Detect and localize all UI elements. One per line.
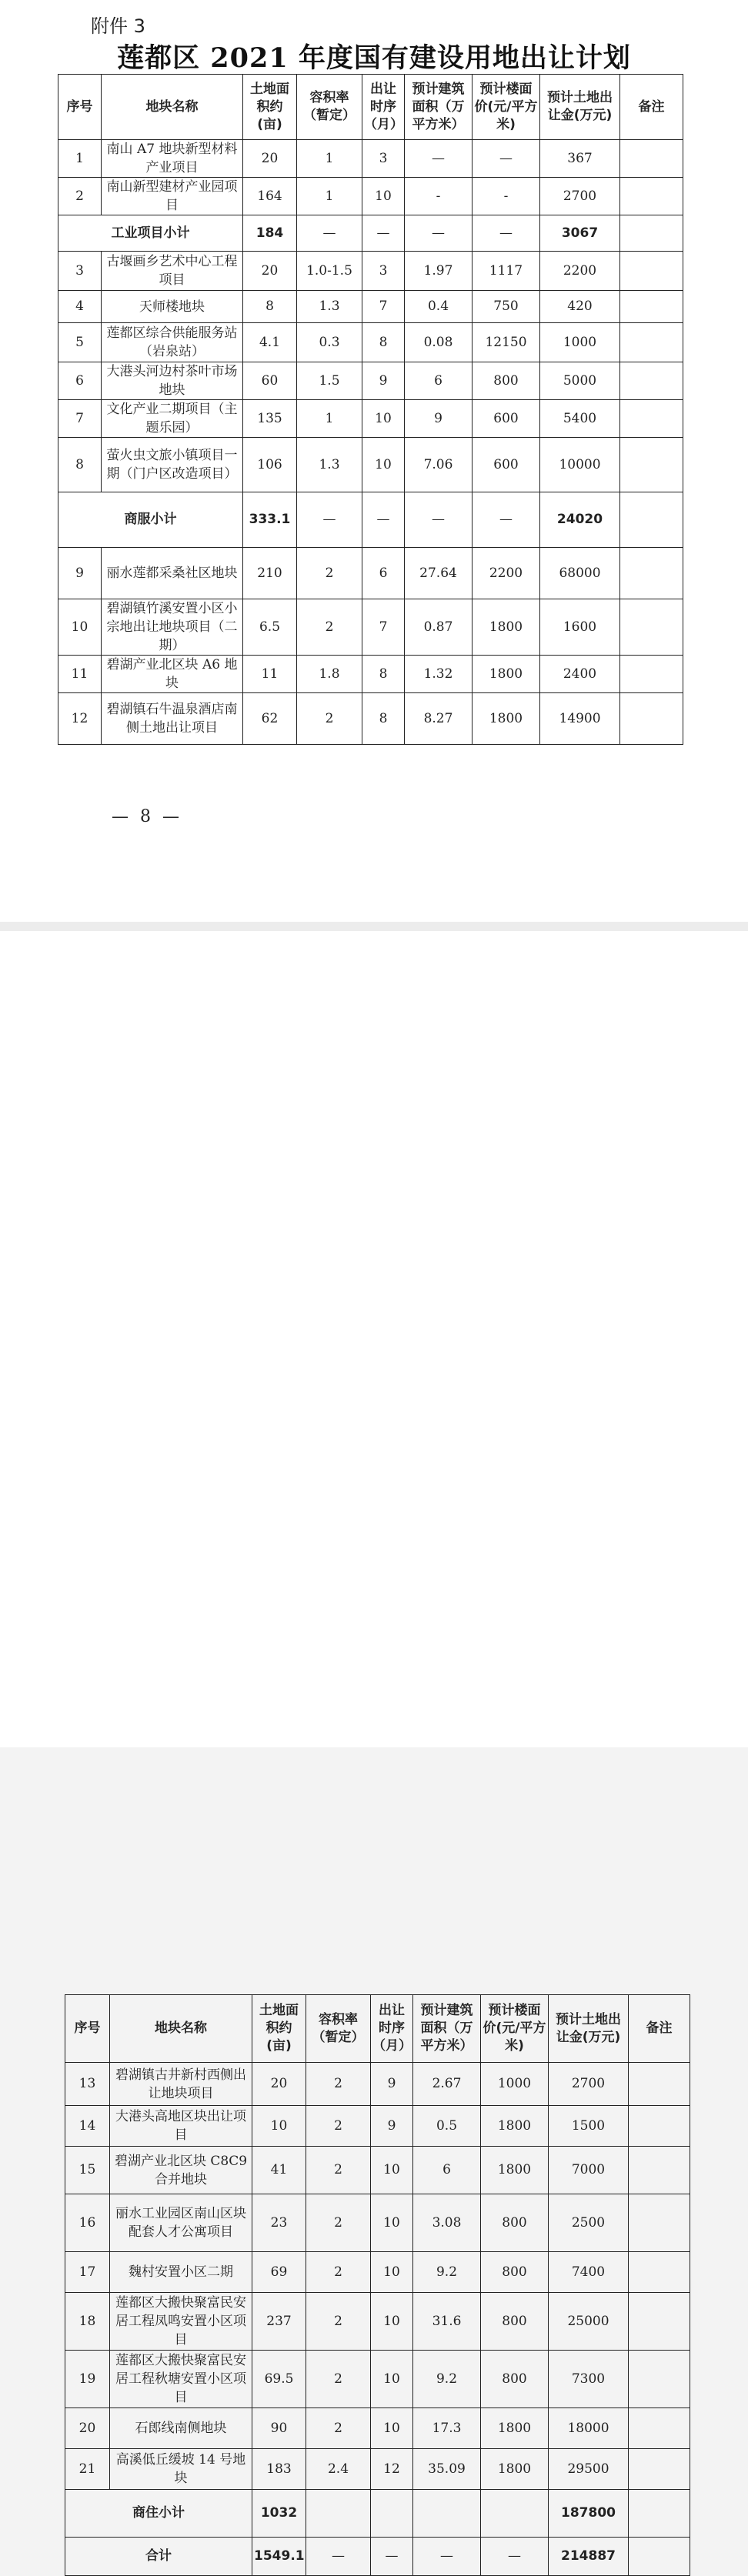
cell-floor-price: 12150 [473, 323, 540, 362]
cell-seq: 7 [58, 400, 102, 438]
cell-ratio: — [297, 492, 362, 548]
cell-revenue: 5000 [540, 362, 620, 400]
table-body-page-2 [65, 2063, 690, 2576]
cell-build-area: 8.27 [405, 693, 473, 745]
cell-timing: 10 [371, 2194, 413, 2252]
cell-parcel-name: 碧湖镇古井新村西侧出让地块项目 [110, 2063, 252, 2106]
table-row [58, 548, 683, 599]
cell-revenue: 24020 [540, 492, 620, 548]
table-row [58, 599, 683, 656]
cell-timing: 10 [371, 2351, 413, 2408]
cell-parcel-name: 莲都区综合供能服务站（岩泉站） [102, 323, 243, 362]
cell-ratio: 1 [297, 178, 362, 215]
cell-revenue: 10000 [540, 438, 620, 492]
cell-timing: 10 [371, 2147, 413, 2194]
page-number: — 8 — [112, 807, 182, 826]
cell-ratio: 1 [297, 400, 362, 438]
cell-remark [629, 2293, 690, 2351]
cell-area: 4.1 [243, 323, 297, 362]
table-row [65, 2351, 690, 2408]
cell-parcel-name: 丽水莲都采桑社区地块 [102, 548, 243, 599]
table-row [58, 362, 683, 400]
cell-timing: 7 [362, 599, 405, 656]
cell-revenue: 2200 [540, 252, 620, 291]
cell-build-area: 9.2 [413, 2351, 481, 2408]
cell-total-label: 合计 [65, 2538, 252, 2576]
cell-timing: 10 [371, 2252, 413, 2293]
header-floor-price: 预计楼面价(元/平方米) [481, 1995, 549, 2063]
cell-area: 333.1 [243, 492, 297, 548]
cell-remark [629, 2147, 690, 2194]
cell-remark [629, 2063, 690, 2106]
cell-floor-price: 1000 [481, 2063, 549, 2106]
table-row [58, 400, 683, 438]
cell-ratio: 2 [297, 599, 362, 656]
cell-timing: 8 [362, 323, 405, 362]
header-seq: 序号 [58, 75, 102, 140]
cell-build-area: 2.67 [413, 2063, 481, 2106]
table-row [58, 140, 683, 178]
cell-seq: 3 [58, 252, 102, 291]
cell-seq: 5 [58, 323, 102, 362]
cell-remark [629, 2408, 690, 2449]
cell-remark [629, 2194, 690, 2252]
table-row [58, 323, 683, 362]
cell-build-area: — [413, 2538, 481, 2576]
header-area: 土地面积约(亩) [252, 1995, 306, 2063]
document-page-1 [0, 0, 748, 922]
cell-revenue: 18000 [549, 2408, 629, 2449]
table-row [58, 178, 683, 215]
subtotal-row [58, 492, 683, 548]
header-name: 地块名称 [110, 1995, 252, 2063]
cell-seq: 13 [65, 2063, 110, 2106]
cell-area: 69.5 [252, 2351, 306, 2408]
cell-parcel-name: 魏村安置小区二期 [110, 2252, 252, 2293]
cell-revenue: 2700 [540, 178, 620, 215]
cell-ratio [306, 2490, 371, 2538]
cell-build-area: 0.5 [413, 2106, 481, 2147]
cell-ratio: 2 [306, 2147, 371, 2194]
table-row [58, 252, 683, 291]
cell-floor-price [481, 2490, 549, 2538]
cell-ratio: 1.3 [297, 291, 362, 323]
cell-ratio: 2 [306, 2252, 371, 2293]
cell-remark [620, 599, 683, 656]
cell-seq: 19 [65, 2351, 110, 2408]
cell-subtotal-label: 商服小计 [58, 492, 243, 548]
cell-floor-price: - [473, 178, 540, 215]
cell-area: 23 [252, 2194, 306, 2252]
cell-area: 20 [243, 140, 297, 178]
cell-ratio: 1.8 [297, 656, 362, 693]
cell-build-area: 3.08 [413, 2194, 481, 2252]
cell-build-area: 1.97 [405, 252, 473, 291]
cell-build-area: - [405, 178, 473, 215]
cell-ratio: 2.4 [306, 2449, 371, 2490]
cell-seq: 20 [65, 2408, 110, 2449]
cell-revenue: 2500 [549, 2194, 629, 2252]
cell-revenue: 420 [540, 291, 620, 323]
cell-ratio: 2 [306, 2106, 371, 2147]
cell-ratio: 1.3 [297, 438, 362, 492]
cell-area: 20 [252, 2063, 306, 2106]
cell-timing: 10 [362, 400, 405, 438]
cell-remark [620, 291, 683, 323]
header-name: 地块名称 [102, 75, 243, 140]
cell-timing: 7 [362, 291, 405, 323]
table-row [65, 2147, 690, 2194]
land-plan-table-page-1 [58, 74, 683, 745]
cell-revenue: 1600 [540, 599, 620, 656]
cell-timing: 6 [362, 548, 405, 599]
cell-ratio: 2 [306, 2194, 371, 2252]
table-row [58, 693, 683, 745]
cell-ratio: — [297, 215, 362, 252]
cell-ratio: 2 [306, 2408, 371, 2449]
cell-parcel-name: 丽水工业园区南山区块配套人才公寓项目 [110, 2194, 252, 2252]
cell-ratio: 2 [306, 2063, 371, 2106]
cell-floor-price: 800 [481, 2194, 549, 2252]
cell-timing: — [371, 2538, 413, 2576]
cell-floor-price: 600 [473, 438, 540, 492]
cell-remark [629, 2351, 690, 2408]
cell-seq: 21 [65, 2449, 110, 2490]
cell-timing: 3 [362, 140, 405, 178]
cell-area: 90 [252, 2408, 306, 2449]
cell-ratio: 2 [306, 2351, 371, 2408]
cell-timing: 3 [362, 252, 405, 291]
cell-parcel-name: 碧湖镇竹溪安置小区小宗地出让地块项目（二期） [102, 599, 243, 656]
header-seq: 序号 [65, 1995, 110, 2063]
cell-revenue: 1000 [540, 323, 620, 362]
cell-area: 210 [243, 548, 297, 599]
cell-seq: 1 [58, 140, 102, 178]
cell-revenue: 214887 [549, 2538, 629, 2576]
cell-parcel-name: 莲都区大搬快聚富民安居工程凤鸣安置小区项目 [110, 2293, 252, 2351]
cell-remark [620, 693, 683, 745]
cell-parcel-name: 大港头高地区块出让项目 [110, 2106, 252, 2147]
cell-parcel-name: 文化产业二期项目（主题乐园） [102, 400, 243, 438]
cell-timing: 8 [362, 693, 405, 745]
cell-floor-price: 1800 [481, 2449, 549, 2490]
cell-timing: — [362, 215, 405, 252]
cell-area: 237 [252, 2293, 306, 2351]
page-separator [0, 922, 748, 931]
cell-seq: 17 [65, 2252, 110, 2293]
table-row [65, 2106, 690, 2147]
cell-area: 11 [243, 656, 297, 693]
cell-remark [620, 492, 683, 548]
cell-build-area: — [405, 215, 473, 252]
cell-remark [620, 215, 683, 252]
cell-build-area: — [405, 492, 473, 548]
total-row [65, 2538, 690, 2576]
cell-build-area [413, 2490, 481, 2538]
cell-timing: 8 [362, 656, 405, 693]
cell-remark [620, 438, 683, 492]
cell-floor-price: 2200 [473, 548, 540, 599]
cell-remark [620, 400, 683, 438]
cell-floor-price: 1117 [473, 252, 540, 291]
cell-parcel-name: 南山新型建材产业园项目 [102, 178, 243, 215]
cell-floor-price: — [473, 492, 540, 548]
cell-seq: 18 [65, 2293, 110, 2351]
cell-timing: 9 [371, 2106, 413, 2147]
cell-seq: 8 [58, 438, 102, 492]
cell-timing: 9 [362, 362, 405, 400]
cell-ratio: 2 [297, 693, 362, 745]
cell-seq: 6 [58, 362, 102, 400]
cell-revenue: 68000 [540, 548, 620, 599]
cell-remark [620, 323, 683, 362]
attachment-label: 附件 3 [91, 15, 145, 37]
cell-ratio: 0.3 [297, 323, 362, 362]
cell-remark [620, 140, 683, 178]
cell-revenue: 7000 [549, 2147, 629, 2194]
cell-timing: 10 [362, 178, 405, 215]
cell-timing: 10 [362, 438, 405, 492]
cell-revenue: 5400 [540, 400, 620, 438]
cell-build-area: 9.2 [413, 2252, 481, 2293]
cell-remark [620, 252, 683, 291]
cell-remark [620, 548, 683, 599]
cell-remark [629, 2449, 690, 2490]
cell-area: 69 [252, 2252, 306, 2293]
cell-area: 6.5 [243, 599, 297, 656]
cell-timing: 9 [371, 2063, 413, 2106]
cell-remark [629, 2252, 690, 2293]
cell-ratio: 1 [297, 140, 362, 178]
cell-parcel-name: 古堰画乡艺术中心工程项目 [102, 252, 243, 291]
cell-floor-price: 800 [473, 362, 540, 400]
header-timing: 出让时序（月） [362, 75, 405, 140]
cell-area: 60 [243, 362, 297, 400]
header-remark: 备注 [620, 75, 683, 140]
cell-revenue: 2700 [549, 2063, 629, 2106]
cell-parcel-name: 碧湖镇石牛温泉酒店南侧土地出让项目 [102, 693, 243, 745]
header-timing: 出让时序（月） [371, 1995, 413, 2063]
cell-build-area: 27.64 [405, 548, 473, 599]
cell-floor-price: 1800 [473, 599, 540, 656]
cell-build-area: 35.09 [413, 2449, 481, 2490]
cell-ratio: 2 [297, 548, 362, 599]
cell-parcel-name: 南山 A7 地块新型材料产业项目 [102, 140, 243, 178]
cell-revenue: 25000 [549, 2293, 629, 2351]
cell-remark [620, 656, 683, 693]
header-revenue: 预计土地出让金(万元) [540, 75, 620, 140]
table-header-row [58, 75, 683, 140]
cell-build-area: 0.87 [405, 599, 473, 656]
cell-timing: 12 [371, 2449, 413, 2490]
table-row [65, 2252, 690, 2293]
table-row [65, 2293, 690, 2351]
cell-floor-price: 800 [481, 2252, 549, 2293]
cell-area: 10 [252, 2106, 306, 2147]
table-row [65, 2449, 690, 2490]
cell-parcel-name: 碧湖产业北区块 A6 地块 [102, 656, 243, 693]
table-row [58, 656, 683, 693]
cell-remark [620, 178, 683, 215]
cell-revenue: 1500 [549, 2106, 629, 2147]
cell-parcel-name: 碧湖产业北区块 C8C9 合并地块 [110, 2147, 252, 2194]
cell-area: 62 [243, 693, 297, 745]
header-ratio: 容积率（暂定） [306, 1995, 371, 2063]
cell-seq: 10 [58, 599, 102, 656]
cell-floor-price: 1800 [481, 2408, 549, 2449]
cell-build-area: 17.3 [413, 2408, 481, 2449]
cell-subtotal-label: 工业项目小计 [58, 215, 243, 252]
cell-seq: 14 [65, 2106, 110, 2147]
cell-ratio: 1.0-1.5 [297, 252, 362, 291]
subtotal-row [58, 215, 683, 252]
cell-area: 183 [252, 2449, 306, 2490]
header-remark: 备注 [629, 1995, 690, 2063]
cell-build-area: 6 [405, 362, 473, 400]
table-row [65, 2408, 690, 2449]
table-row [58, 438, 683, 492]
cell-parcel-name: 石郎线南侧地块 [110, 2408, 252, 2449]
header-ratio: 容积率（暂定） [297, 75, 362, 140]
cell-floor-price: — [473, 215, 540, 252]
cell-parcel-name: 天师楼地块 [102, 291, 243, 323]
cell-revenue: 7300 [549, 2351, 629, 2408]
table-body-page-1 [58, 140, 683, 745]
cell-floor-price: 800 [481, 2293, 549, 2351]
cell-seq: 15 [65, 2147, 110, 2194]
cell-revenue: 367 [540, 140, 620, 178]
cell-seq: 11 [58, 656, 102, 693]
table-header-row [65, 1995, 690, 2063]
cell-ratio: — [306, 2538, 371, 2576]
cell-area: 106 [243, 438, 297, 492]
cell-timing: — [362, 492, 405, 548]
cell-revenue: 3067 [540, 215, 620, 252]
cell-remark [629, 2538, 690, 2576]
cell-build-area: 6 [413, 2147, 481, 2194]
cell-seq: 12 [58, 693, 102, 745]
cell-parcel-name: 大港头河边村茶叶市场地块 [102, 362, 243, 400]
cell-area: 20 [243, 252, 297, 291]
cell-remark [620, 362, 683, 400]
cell-seq: 4 [58, 291, 102, 323]
cell-seq: 9 [58, 548, 102, 599]
cell-revenue: 14900 [540, 693, 620, 745]
cell-timing: 10 [371, 2293, 413, 2351]
cell-build-area: — [405, 140, 473, 178]
cell-revenue: 7400 [549, 2252, 629, 2293]
table-row [65, 2063, 690, 2106]
document-page-2 [0, 931, 748, 2564]
cell-area: 184 [243, 215, 297, 252]
cell-timing: 10 [371, 2408, 413, 2449]
cell-area: 164 [243, 178, 297, 215]
header-revenue: 预计土地出让金(万元) [549, 1995, 629, 2063]
land-plan-table-page-2 [65, 1994, 690, 2576]
cell-floor-price: 1800 [473, 656, 540, 693]
cell-build-area: 7.06 [405, 438, 473, 492]
cell-ratio: 1.5 [297, 362, 362, 400]
cell-subtotal-label: 商住小计 [65, 2490, 252, 2538]
cell-parcel-name: 莲都区大搬快聚富民安居工程秋塘安置小区项目 [110, 2351, 252, 2408]
cell-seq: 16 [65, 2194, 110, 2252]
cell-build-area: 0.4 [405, 291, 473, 323]
cell-revenue: 29500 [549, 2449, 629, 2490]
cell-revenue: 187800 [549, 2490, 629, 2538]
cell-floor-price: 800 [481, 2351, 549, 2408]
header-area: 土地面积约(亩) [243, 75, 297, 140]
cell-build-area: 31.6 [413, 2293, 481, 2351]
header-build-area: 预计建筑面积（万平方米） [413, 1995, 481, 2063]
cell-area: 41 [252, 2147, 306, 2194]
cell-timing [371, 2490, 413, 2538]
cell-ratio: 2 [306, 2293, 371, 2351]
table-row [65, 2194, 690, 2252]
cell-seq: 2 [58, 178, 102, 215]
cell-floor-price: 1800 [481, 2106, 549, 2147]
header-floor-price: 预计楼面价(元/平方米) [473, 75, 540, 140]
header-build-area: 预计建筑面积（万平方米） [405, 75, 473, 140]
cell-floor-price: 1800 [473, 693, 540, 745]
cell-revenue: 2400 [540, 656, 620, 693]
cell-remark [629, 2490, 690, 2538]
cell-area: 135 [243, 400, 297, 438]
cell-build-area: 9 [405, 400, 473, 438]
cell-area: 8 [243, 291, 297, 323]
cell-floor-price: 600 [473, 400, 540, 438]
cell-floor-price: — [481, 2538, 549, 2576]
cell-area: 1549.1 [252, 2538, 306, 2576]
cell-area: 1032 [252, 2490, 306, 2538]
cell-remark [629, 2106, 690, 2147]
table-row [58, 291, 683, 323]
cell-floor-price: 750 [473, 291, 540, 323]
cell-build-area: 1.32 [405, 656, 473, 693]
subtotal-row [65, 2490, 690, 2538]
cell-floor-price: — [473, 140, 540, 178]
cell-build-area: 0.08 [405, 323, 473, 362]
cell-floor-price: 1800 [481, 2147, 549, 2194]
cell-parcel-name: 萤火虫文旅小镇项目一期（门户区改造项目） [102, 438, 243, 492]
document-title: 莲都区 2021 年度国有建设用地出让计划 [117, 42, 631, 74]
cell-parcel-name: 高溪低丘缓坡 14 号地块 [110, 2449, 252, 2490]
